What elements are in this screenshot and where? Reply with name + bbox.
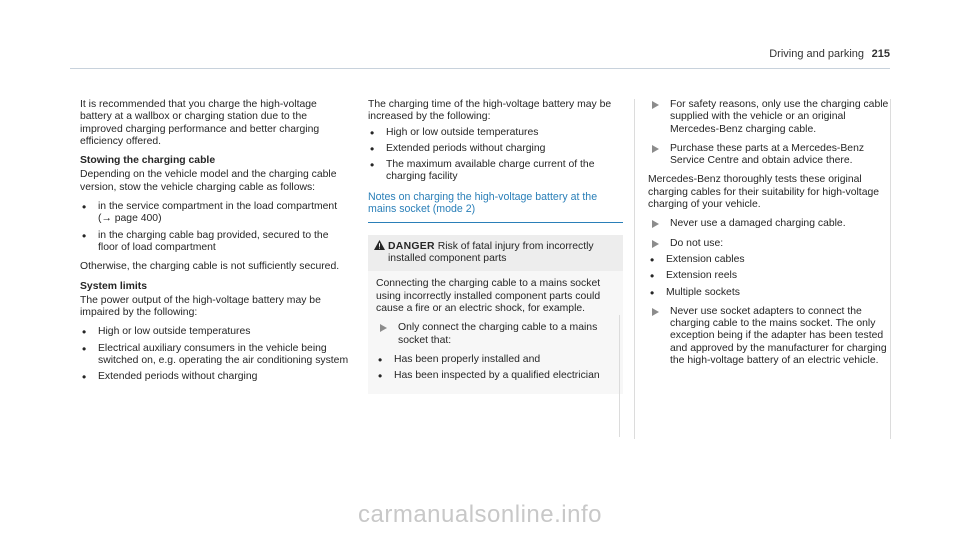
arrow-right-icon (652, 220, 659, 228)
arrow-right-icon (652, 145, 659, 153)
stowing-list (80, 201, 350, 254)
list-item: • in the service compartment in the load compartment (→ page 400) (80, 201, 350, 226)
action-step (648, 306, 893, 367)
limits-list (80, 326, 350, 383)
donot-list (648, 254, 893, 299)
header-rule (70, 68, 890, 69)
list-item: • Extended periods without charging (80, 371, 350, 383)
list-item: • Has been properly installed and (376, 354, 615, 366)
action-step (648, 218, 893, 230)
danger-box (368, 235, 623, 395)
charging-time-list (368, 127, 623, 184)
limits-text: The power output of the high-voltage battery may be impaired by the following: (80, 294, 321, 319)
action-text: Do not use: (670, 237, 724, 249)
danger-title: Risk of fatal injury from incorrectly installed component parts (388, 240, 594, 265)
arrow-right-icon (652, 101, 659, 109)
column-1 (80, 99, 350, 391)
action-text: For safety reasons, only use the charging cable supplied with the vehicle or an original Mercedes-Benz charging cable. (670, 99, 889, 135)
otherwise-text: Otherwise, the charging cable is not sufficiently secured. (80, 261, 340, 273)
socket-list (376, 354, 615, 383)
stowing-heading: Stowing the charging cable (80, 155, 216, 167)
list-item: • in the charging cable bag provided, secured to the floor of load compartment (80, 230, 350, 255)
list-item: • The maximum available charge current of the charging facility (368, 159, 623, 184)
watermark: carmanualsonline.info (358, 501, 602, 528)
intro-paragraph: It is recommended that you charge the high-voltage battery at a wallbox or charging station due to the improved charging performance and better charging efficiency offered. (80, 99, 320, 147)
warning-icon (374, 240, 385, 250)
action-step (376, 322, 615, 347)
charging-time-text: The charging time of the high-voltage battery may be increased by the following: (368, 99, 612, 123)
arrow-right-icon (652, 308, 659, 316)
list-item: • Electrical auxiliary consumers in the vehicle being switched on, e.g. operating the air conditioning system (80, 343, 350, 368)
list-item: • Multiple sockets (648, 287, 893, 299)
list-item: • Extension cables (648, 254, 893, 266)
danger-header (368, 235, 623, 272)
action-step (648, 238, 893, 250)
header-title: Driving and parking (769, 48, 864, 60)
action-step (648, 143, 893, 168)
tested-text: Mercedes-Benz thoroughly tests these original charging cables for their suitability for high-voltage charging of your vehicle. (648, 174, 880, 211)
action-text: Purchase these parts at a Mercedes-Benz Service Centre and obtain advice there. (670, 142, 865, 167)
column-divider (619, 315, 620, 437)
column-2 (368, 99, 623, 394)
arrow-right-icon (652, 240, 659, 248)
danger-label: DANGER (388, 240, 435, 252)
action-text: Only connect the charging cable to a mains socket that: (398, 322, 598, 346)
danger-text: Connecting the charging cable to a mains socket using incorrectly installed component parts could cause a fire or an electric shock, for example. (376, 278, 601, 314)
page-number: 215 (871, 48, 890, 60)
list-item: • High or low outside temperatures (368, 127, 623, 139)
list-item: • High or low outside temperatures (80, 326, 350, 338)
action-text: Never use socket adapters to connect the charging cable to the mains socket. The only exception being if the adapter has been tested and approved by the manufacturer for charging the high-voltage battery of an electric vehicle. (670, 305, 887, 367)
arrow-right-icon (380, 324, 387, 332)
column-divider (890, 99, 891, 439)
list-item: • Has been inspected by a qualified electrician (376, 370, 615, 382)
action-text: Never use a damaged charging cable. (670, 218, 846, 230)
list-item: • Extended periods without charging (368, 143, 623, 155)
limits-heading: System limits (80, 280, 147, 292)
action-step (648, 99, 893, 136)
column-3 (648, 99, 893, 374)
column-divider (634, 99, 635, 439)
list-item: • Extension reels (648, 270, 893, 282)
stowing-text: Depending on the vehicle model and the charging cable version, stow the vehicle charging cable as follows: (80, 169, 337, 193)
notes-heading: Notes on charging the high-voltage battery at the mains socket (mode 2) (368, 191, 623, 223)
